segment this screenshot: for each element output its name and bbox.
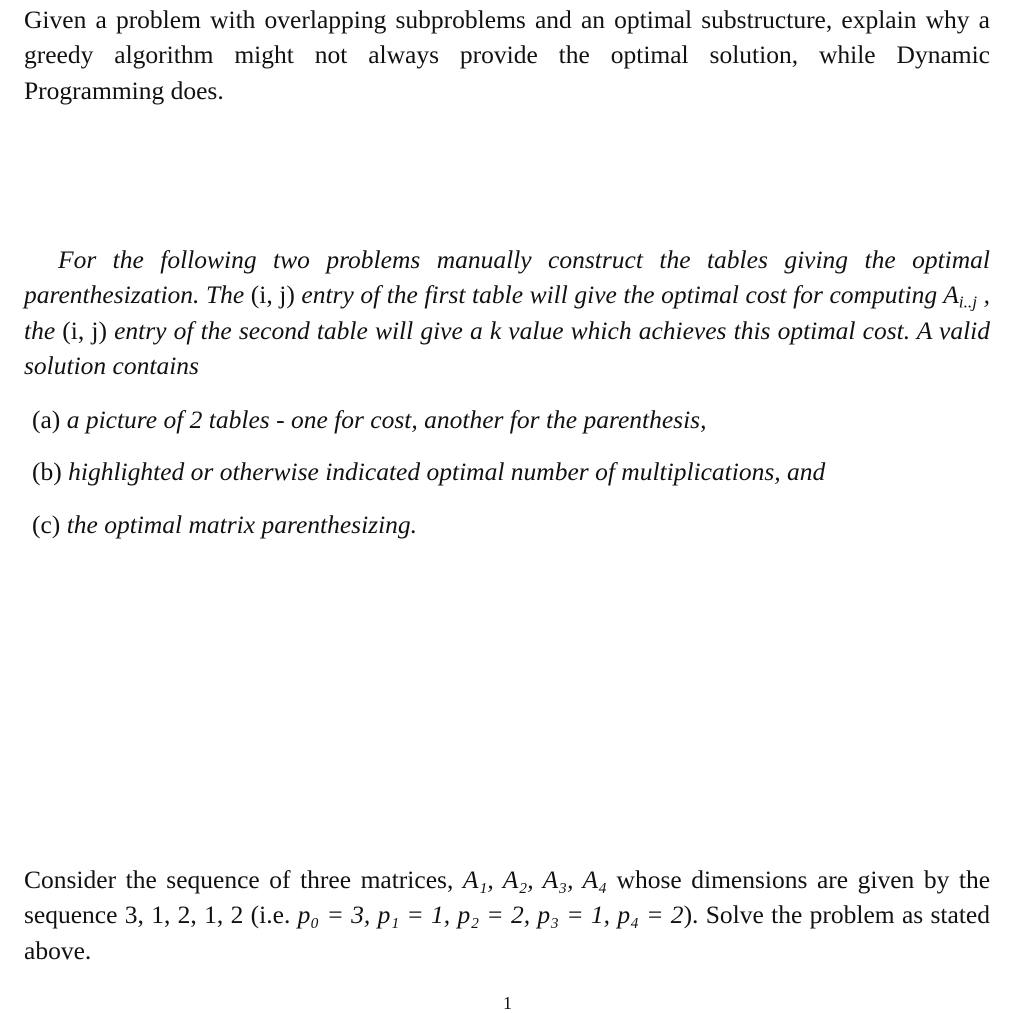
question-parenthesization-instructions (24, 242, 990, 383)
page-number: 1 (503, 993, 512, 1013)
instructions-text-3: , the (24, 280, 990, 345)
ij-notation-2: (i, j) (62, 315, 107, 345)
question-matrix-sequence (24, 862, 990, 968)
list-item-c (32, 507, 992, 542)
matrix-chain-notation (943, 280, 978, 312)
sequence-text-1: Consider the sequence of three matrices, (24, 865, 463, 894)
k-variable: k (489, 315, 502, 345)
sequence-text-2: whose dimensions are given by the sequence (24, 865, 991, 930)
ij-notation-1: (i, j) (250, 280, 295, 310)
matrix-chain-base: A (943, 280, 959, 310)
dimension-sequence: 3, 1, 2, 1, 2 (124, 900, 244, 930)
instructions-text-4: entry of the second table will give a (106, 315, 490, 345)
list-item-c-label: (c) (32, 510, 61, 539)
instructions-text-5: value which achieves this optimal cost. A valid solution contains (24, 315, 991, 380)
list-item-a-label: (a) (32, 405, 61, 434)
list-item-a (32, 402, 992, 437)
list-item-a-text: a picture of 2 tables - one for cost, another for the parenthesis, (66, 405, 707, 434)
question-greedy-vs-dp (24, 2, 990, 108)
instructions-text-1: For the following two problems manually construct the tables giving the optimal parenthesization. The (24, 245, 990, 310)
p-values: p₀ = 3, p₁ = 1, p₂ = 2, p₃ = 1, p₄ = 2 (297, 900, 684, 930)
list-item-b-text: highlighted or otherwise indicated optimal number of multiplications, and (68, 457, 826, 486)
matrix-chain-subscript: i..j (958, 292, 978, 312)
sequence-text-3: (i.e. (243, 900, 298, 930)
matrix-list: A₁, A₂, A₃, A₄ (462, 865, 608, 894)
question-greedy-vs-dp-text: Given a problem with overlapping subproblems and an optimal substructure, explain why a greedy algorithm might not always provide the optimal solution, while Dynamic Programming does. (24, 5, 990, 105)
list-item-b-label: (b) (32, 457, 62, 486)
list-item-c-text: the optimal matrix parenthesizing. (66, 510, 418, 539)
list-item-b (32, 454, 992, 489)
sequence-text-4: ). Solve the problem as stated above. (24, 900, 990, 965)
instructions-text-2: entry of the first table will give the optimal cost for computing (294, 280, 944, 310)
